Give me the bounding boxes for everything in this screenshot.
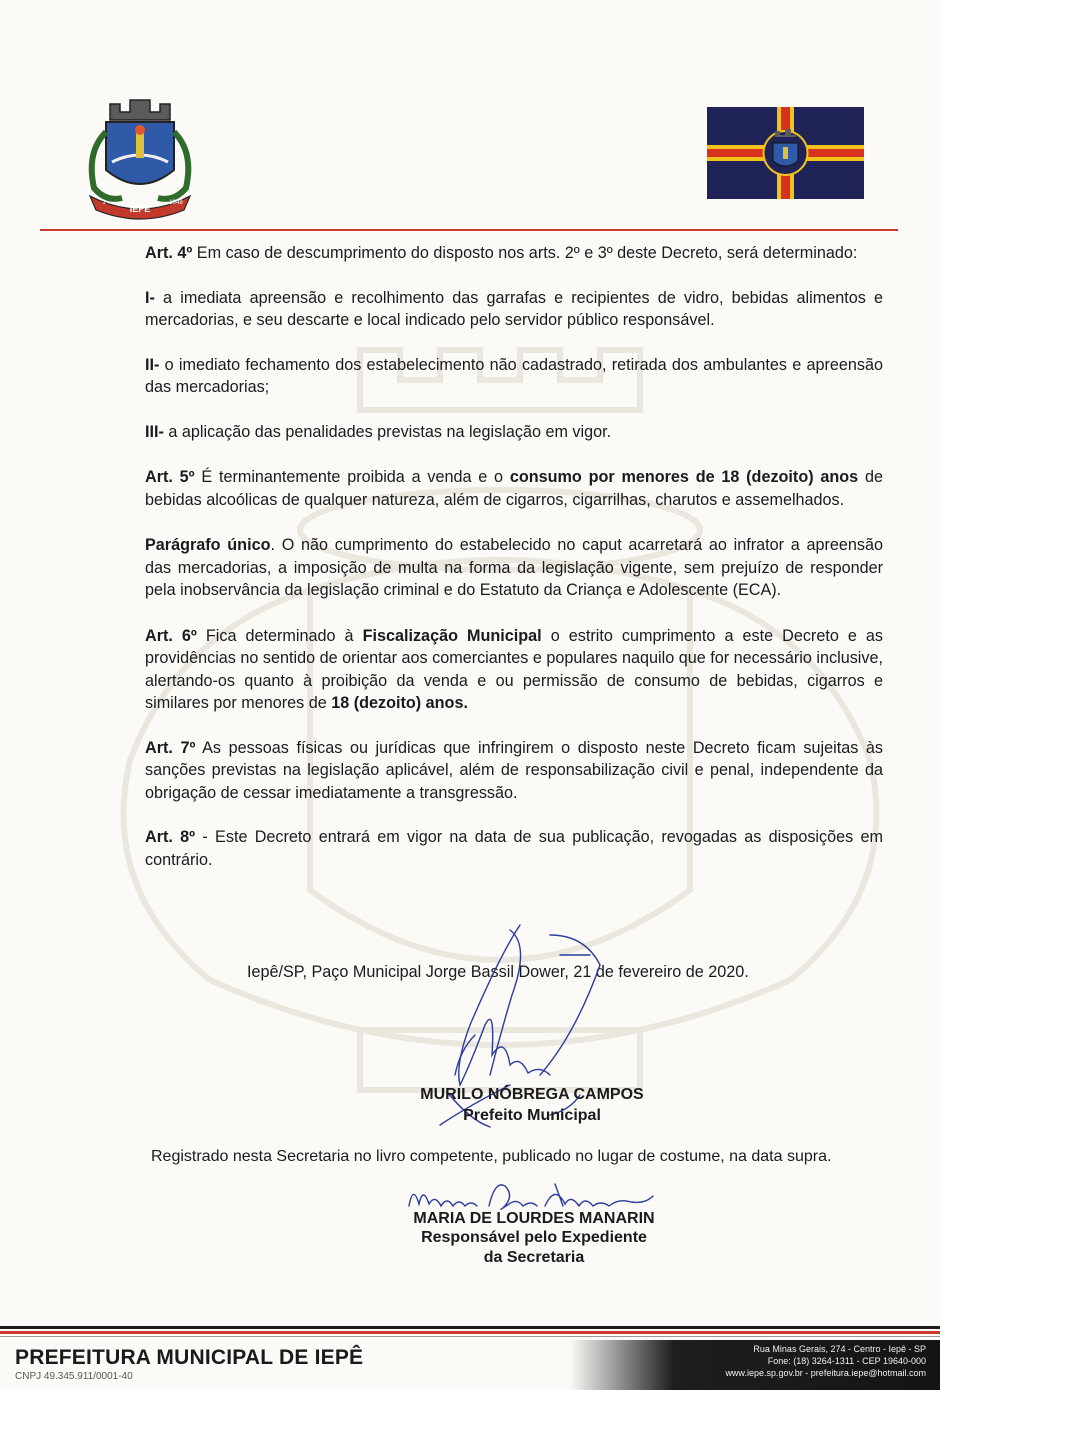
item2-text: o imediato fechamento dos estabelecimento não cadastrado, retirada dos ambulantes e apreensão das mercadorias; [145,355,883,396]
art5-paragraph [145,466,883,511]
footer-divider-grey [0,1336,940,1337]
art8-label: Art. 8º [145,828,196,846]
registration-note: Registrado nesta Secretaria no livro competente, publicado no lugar de costume, na data supra. [151,1148,832,1165]
paragrafo-unico-label: Parágrafo único [145,536,271,554]
item1-text: a imediata apreensão e recolhimento das garrafas e recipientes de vidro, bebidas alimentos e mercadorias, e seu descarte e local indicado pelo servidor público responsável. [145,288,883,329]
header-divider [40,229,898,231]
crest-date-left: 1 [102,200,106,206]
art5-text-a: É terminantemente proibida a venda e o [194,468,510,486]
art7-paragraph [145,737,883,805]
art6-text-b: o estrito cumprimento a este Decreto e as providências no sentido de orientar aos comerciantes e populares naquilo que for necessário inclusive, alertando-os quanto à proibição da venda e ou permissão de consumo de bebidas, cigarros e similares por menores de [145,626,883,712]
signer1-name: MURILO NÓBREGA CAMPOS [420,1086,644,1103]
signer2-role-line2: da Secretaria [483,1249,585,1266]
art7-text: As pessoas físicas ou jurídicas que infringirem o disposto neste Decreto ficam sujeitas às sanções previstas na legislação aplicável, além de responsabilização civil e penal, independente da obrigação de cessar imediatamente a transgressão. [145,738,883,802]
art5-bold: consumo por menores de 18 (dezoito) anos [509,468,859,486]
art4-label: Art. 4º [145,244,193,262]
footer-contact-box [570,1340,940,1390]
item3-label: III- [145,422,164,441]
signer2-name: MARIA DE LOURDES MANARIN [413,1210,655,1227]
art8-paragraph [145,826,883,871]
art6-text-a: Fica determinado à [196,626,363,645]
art4-paragraph [145,242,883,265]
art5-label: Art. 5º [145,468,195,486]
paragrafo-unico-text: . O não cumprimento do estabelecido no caput acarretará ao infrator a apreensão das mercadorias, a imposição de multa na forma da legislação vigente, sem prejuízo de responder pela inobservância da legislação criminal e do Estatuto da Criança e Adolescente (ECA). [145,536,883,599]
paragrafo-unico-paragraph [145,534,883,602]
signer1-role: Prefeito Municipal [463,1107,601,1124]
item2-label: II- [145,355,160,374]
art6-label: Art. 6º [145,626,197,645]
signer2-role-line1: Responsável pelo Expediente [421,1229,647,1246]
art4-text: Em caso de descumprimento do disposto nos arts. 2º e 3º deste Decreto, será determinado: [192,244,858,262]
art7-label: Art. 7º [145,738,196,757]
footer-web: www.iepe.sp.gov.br - prefeitura.iepe@hotmail.com [725,1368,926,1378]
place-and-date: Iepê/SP, Paço Municipal Jorge Bassil Dower, 21 de fevereiro de 2020. [247,963,749,981]
footer-phone: Fone: (18) 3264-1311 - CEP 19640-000 [767,1356,926,1366]
crest-date-right: 1948 [169,200,183,206]
art6-paragraph [145,625,883,715]
footer-divider-red [0,1331,940,1334]
item1-label: I- [145,288,155,307]
item2-paragraph [145,354,883,399]
art8-text: - Este Decreto entrará em vigor na data de sua publicação, revogadas as disposições em contrário. [145,828,883,869]
footer-organization-name: PREFEITURA MUNICIPAL DE IEPÊ [15,1346,364,1369]
footer-divider-black [0,1326,940,1329]
footer-cnpj: CNPJ 49.345.911/0001-40 [15,1371,133,1382]
art6-bold-age: 18 (dezoito) anos. [331,694,468,712]
municipal-crest-logo [76,92,204,222]
decree-body [145,242,883,871]
art6-bold: Fiscalização Municipal [362,626,542,645]
municipal-flag-image [707,107,864,199]
art5-text-b: de bebidas alcoólicas de qualquer natureza, além de cigarros, cigarrilhas, charutos e assemelhados. [145,468,883,509]
item3-text: a aplicação das penalidades previstas na legislação em vigor. [163,422,612,441]
item3-paragraph [145,421,883,444]
item1-paragraph [145,287,883,332]
page-margin [940,0,1066,1431]
footer-address: Rua Minas Gerais, 274 - Centro - Iepê - SP [753,1344,926,1354]
crest-banner-text: IEPÊ [129,204,151,214]
